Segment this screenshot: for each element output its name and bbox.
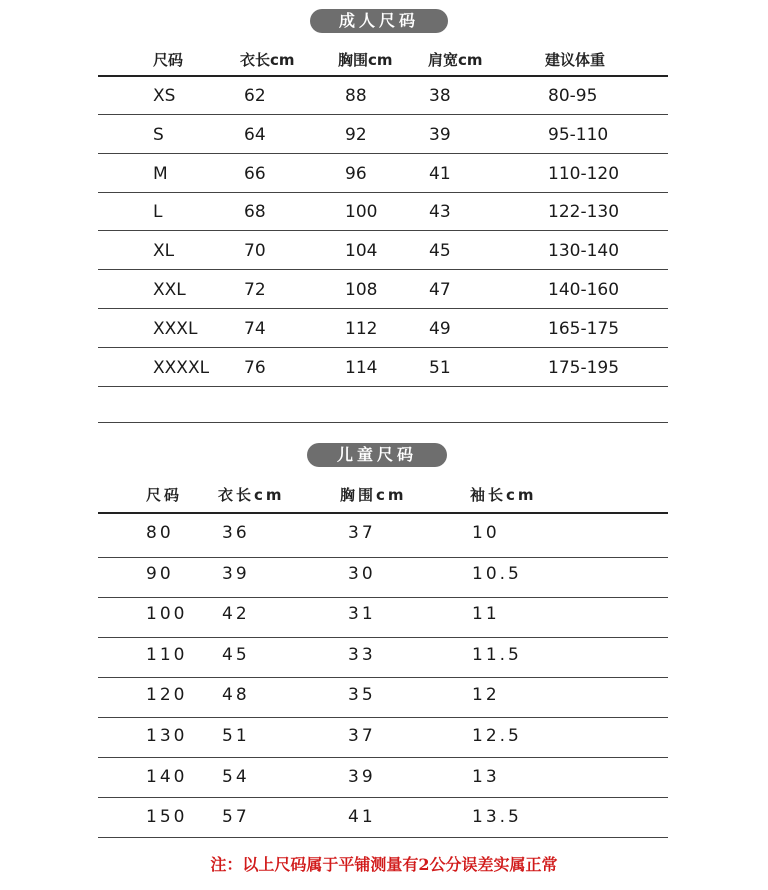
table-cell: 100 — [146, 604, 188, 625]
table-divider — [98, 512, 668, 514]
table-cell: 47 — [429, 280, 451, 300]
table-cell: XL — [153, 241, 175, 262]
table-cell: XXL — [153, 280, 186, 300]
table-cell: 39 — [429, 124, 451, 145]
table-cell: 39 — [222, 563, 250, 584]
table-cell: 12.5 — [472, 726, 522, 746]
table-cell: 140-160 — [548, 280, 620, 300]
table-cell: 10.5 — [472, 563, 522, 584]
table-cell: 48 — [222, 685, 250, 706]
table-cell: 36 — [222, 523, 250, 543]
table-cell: XXXXL — [153, 357, 210, 378]
measurement-note: 注：以上尺码属于平铺测量有2公分误差实属正常 — [210, 855, 558, 874]
table-cell: M — [153, 163, 168, 184]
table-cell: 62 — [244, 86, 266, 106]
table-cell: 114 — [345, 357, 378, 378]
column-header: 尺码 — [153, 51, 184, 69]
table-divider — [98, 230, 668, 231]
table-cell: 49 — [429, 318, 451, 339]
table-divider — [98, 347, 668, 348]
column-header: 衣长cm — [218, 486, 285, 504]
table-cell: 37 — [348, 726, 376, 746]
table-cell: 100 — [345, 202, 378, 223]
table-cell: 74 — [244, 318, 266, 339]
table-cell: 12 — [472, 685, 500, 706]
table-divider — [98, 114, 668, 115]
table-cell: 80-95 — [548, 86, 598, 106]
adult-size-title: 成人尺码 — [310, 9, 448, 33]
table-cell: 92 — [345, 124, 367, 145]
column-header: 袖长cm — [470, 486, 537, 504]
column-header: 胸围cm — [340, 486, 407, 504]
table-cell: L — [153, 202, 163, 223]
table-cell: 112 — [345, 318, 378, 339]
table-cell: 39 — [348, 766, 376, 787]
table-cell: 33 — [348, 644, 376, 665]
table-divider — [98, 422, 668, 423]
table-cell: 122-130 — [548, 202, 620, 223]
table-cell: 130 — [146, 726, 188, 746]
table-divider — [98, 797, 668, 798]
table-divider — [98, 837, 668, 838]
table-cell: 45 — [222, 644, 250, 665]
table-divider — [98, 75, 668, 77]
table-cell: 88 — [345, 86, 367, 106]
table-cell: 13 — [472, 766, 500, 787]
table-divider — [98, 717, 668, 718]
table-cell: 104 — [345, 241, 378, 262]
table-cell: 70 — [244, 241, 266, 262]
column-header: 尺码 — [146, 486, 183, 504]
table-divider — [98, 637, 668, 638]
table-cell: 11.5 — [472, 644, 522, 665]
table-cell: 13.5 — [472, 807, 522, 828]
table-cell: 51 — [222, 726, 250, 746]
table-cell: 51 — [429, 357, 451, 378]
column-header: 衣长cm — [240, 51, 295, 69]
column-header: 胸围cm — [338, 51, 393, 69]
table-cell: 43 — [429, 202, 451, 223]
table-cell: 41 — [348, 807, 376, 828]
table-cell: 41 — [429, 163, 451, 184]
table-cell: 10 — [472, 523, 500, 543]
table-divider — [98, 597, 668, 598]
table-cell: 37 — [348, 523, 376, 543]
table-cell: 96 — [345, 163, 367, 184]
table-cell: 120 — [146, 685, 188, 706]
table-cell: 90 — [146, 563, 174, 584]
table-cell: 76 — [244, 357, 266, 378]
table-cell: 64 — [244, 124, 266, 145]
table-cell: 11 — [472, 604, 500, 625]
table-cell: 150 — [146, 807, 188, 828]
table-divider — [98, 557, 668, 558]
table-cell: 72 — [244, 280, 266, 300]
table-cell: 108 — [345, 280, 378, 300]
table-divider — [98, 308, 668, 309]
table-cell: 175-195 — [548, 357, 620, 378]
table-cell: 130-140 — [548, 241, 620, 262]
kids-size-title: 儿童尺码 — [307, 443, 447, 467]
table-cell: 66 — [244, 163, 266, 184]
table-cell: 30 — [348, 563, 376, 584]
table-cell: 42 — [222, 604, 250, 625]
table-cell: XS — [153, 86, 176, 106]
table-cell: 80 — [146, 523, 174, 543]
table-cell: 110 — [146, 644, 188, 665]
table-divider — [98, 757, 668, 758]
column-header: 建议体重 — [545, 51, 606, 69]
table-cell: 31 — [348, 604, 376, 625]
table-cell: 95-110 — [548, 124, 609, 145]
table-cell: 38 — [429, 86, 451, 106]
table-cell: 54 — [222, 766, 250, 787]
table-cell: 57 — [222, 807, 250, 828]
table-cell: 45 — [429, 241, 451, 262]
table-cell: 35 — [348, 685, 376, 706]
table-divider — [98, 677, 668, 678]
table-cell: XXXL — [153, 318, 198, 339]
table-cell: 140 — [146, 766, 188, 787]
table-divider — [98, 192, 668, 193]
table-divider — [98, 269, 668, 270]
table-cell: 165-175 — [548, 318, 620, 339]
table-divider — [98, 153, 668, 154]
table-cell: S — [153, 124, 164, 145]
table-cell: 68 — [244, 202, 266, 223]
column-header: 肩宽cm — [428, 51, 483, 69]
table-divider — [98, 386, 668, 387]
table-cell: 110-120 — [548, 163, 620, 184]
